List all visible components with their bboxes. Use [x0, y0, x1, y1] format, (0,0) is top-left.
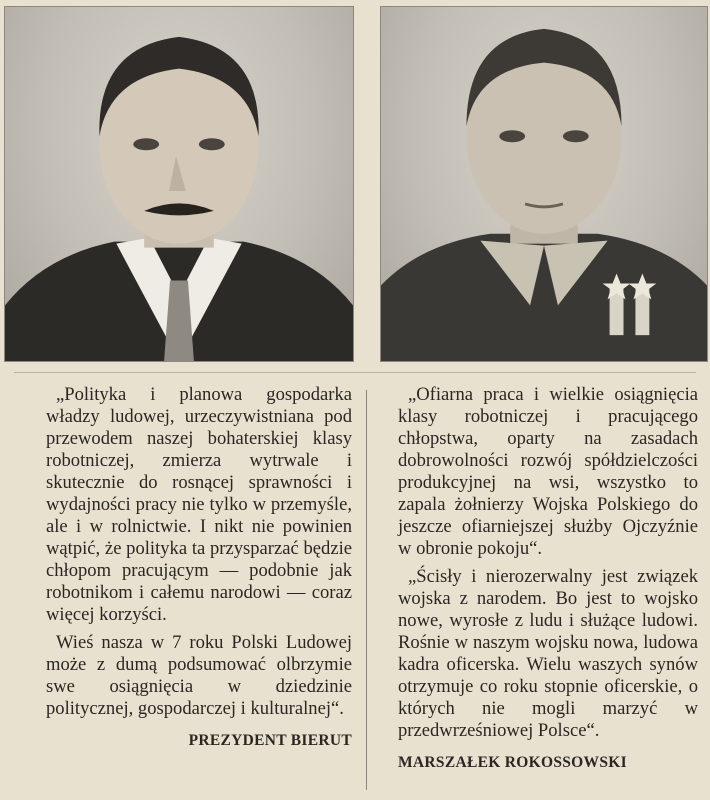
- portrait-bierut: [4, 6, 354, 362]
- rokossowski-signature: MARSZAŁEK ROKOSSOWSKI: [398, 754, 627, 771]
- bierut-quote-paragraph-1: „Polityka i planowa gospodarka władzy ludowej, urzeczywistniana pod przewodem naszej bohaterskiej klasy robotniczej, zmierza wytrwale i skutecznie do rosnącej sprawności i wydajności pracy nie tylko w przemyśle, ale i w rolnictwie. I nikt nie powinien wątpić, że polityka ta przysparzać będzie chłopom pracującym — podobnie jak robotnikom i całemu narodowi — coraz więcej korzyści.: [46, 384, 352, 625]
- portrait-bierut-image: [5, 7, 353, 361]
- section-rule: [14, 372, 696, 373]
- rokossowski-quote-paragraph-1: „Ofiarna praca i wielkie osiągnięcia klasy robotniczej i pracującego chłopstwa, oparty na zasadach dobrowolności rozwój spółdzielczości produkcyjnej na wsi, wszystko to zapala żołnierzy Wojska Polskiego do jeszcze ofiarniejszej służby Ojczyźnie w obronie pokoju“.: [398, 384, 698, 559]
- bierut-signature: PREZYDENT BIERUT: [188, 732, 352, 749]
- rokossowski-quote-paragraph-2: „Ścisły i nierozerwalny jest związek wojska z narodem. Bo jest to wojsko nowe, wyrosłe z ludu i służące ludowi. Rośnie w naszym wojsku nowa, ludowa kadra oficerska. Wielu waszych synów otrzymuje co roku stopnie oficerskie, o których nie mogli marzyć w przedwrześniowej Polsce“.: [398, 566, 698, 741]
- bierut-quote-column: [46, 384, 352, 752]
- column-divider: [366, 390, 367, 790]
- rokossowski-quote-column: [398, 384, 698, 774]
- bierut-quote-paragraph-2: Wieś nasza w 7 roku Polski Ludowej może z dumą podsumować olbrzymie swe osiągnięcia w dziedzinie politycznej, gospodarczej i kulturalnej“.: [46, 632, 352, 719]
- portrait-rokossowski: [380, 6, 708, 362]
- portrait-rokossowski-image: [381, 7, 707, 361]
